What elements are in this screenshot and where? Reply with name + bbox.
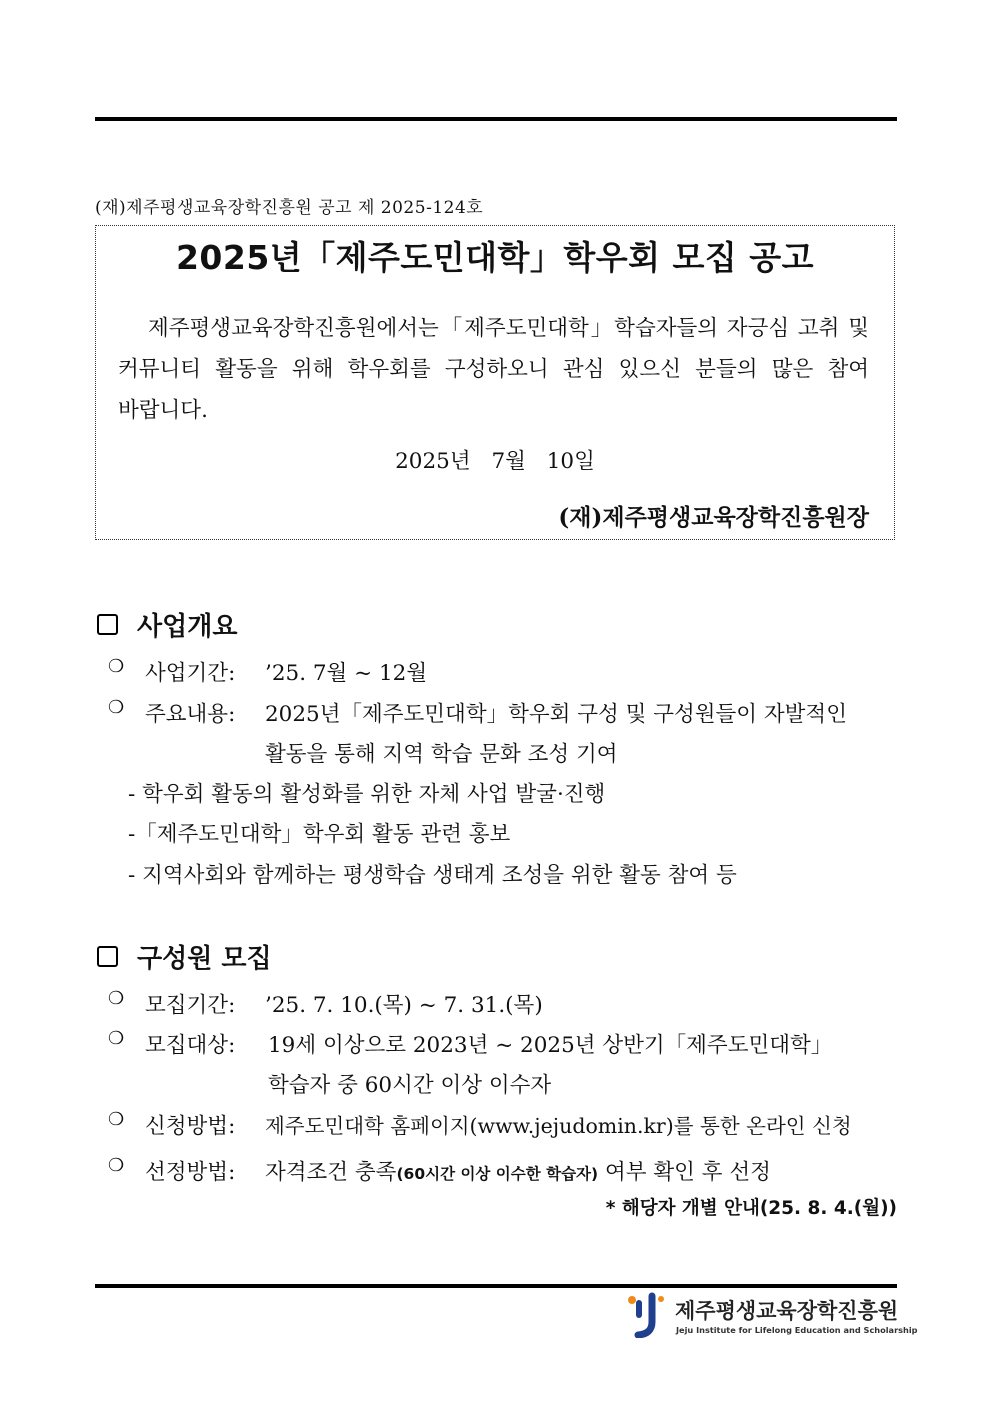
organization-logo-icon	[626, 1292, 666, 1338]
item-value: ’25. 7. 10.(목) ~ 7. 31.(목)	[265, 993, 543, 1018]
sub-item: - 학우회 활동의 활성화를 위한 자체 사업 발굴·진행	[128, 782, 606, 807]
notification-note: * 해당자 개별 안내(25. 8. 4.(월))	[605, 1198, 897, 1219]
circle-bullet-icon: ❍	[108, 988, 125, 1009]
notice-body: 제주평생교육장학진흥원에서는「제주도민대학」학습자들의 자긍심 고취 및 커뮤니티 활동을 위해 학우회를 구성하오니 관심 있으신 분들의 많은 참여 바랍니다.	[118, 316, 869, 423]
section-title: 구성원 모집	[137, 944, 272, 974]
notice-date: 2025년 7월 10일	[395, 449, 595, 474]
item-value: 제주도민대학 홈페이지(www.jejudomin.kr)를 통한 온라인 신청	[265, 1114, 852, 1138]
bottom-rule	[95, 1284, 897, 1288]
item-value-continued: 학습자 중 60시간 이상 이수자	[268, 1073, 552, 1098]
item-label: 모집대상:	[145, 1033, 236, 1058]
item-label: 선정방법:	[145, 1160, 236, 1185]
top-rule	[95, 117, 897, 121]
notice-issuer: (재)제주평생교육장학진흥원장	[558, 504, 869, 531]
sub-item: - 지역사회와 함께하는 평생학습 생태계 조성을 위한 활동 참여 등	[128, 863, 737, 888]
item-value: 2025년「제주도민대학」학우회 구성 및 구성원들이 자발적인	[265, 702, 847, 727]
section-heading-recruitment	[97, 938, 272, 975]
organization-name-english: Jeju Institute for Lifelong Education and Scholarship	[676, 1325, 918, 1335]
selection-criteria: 자격조건 충족	[265, 1160, 397, 1185]
selection-criteria-tail: 여부 확인 후 선정	[604, 1160, 771, 1185]
section-heading-overview	[97, 606, 237, 643]
item-value	[265, 1155, 771, 1186]
circle-bullet-icon: ❍	[108, 1109, 125, 1130]
section-title: 사업개요	[137, 612, 238, 642]
circle-bullet-icon: ❍	[108, 697, 125, 718]
notice-title: 2025년「제주도민대학」학우회 모집 공고	[175, 238, 815, 277]
notice-number: (재)제주평생교육장학진흥원 공고 제 2025-124호	[95, 198, 484, 218]
notice-box	[95, 225, 895, 540]
sub-item: -「제주도민대학」학우회 활동 관련 홍보	[128, 822, 511, 847]
item-value: ’25. 7월 ~ 12월	[265, 661, 428, 686]
circle-bullet-icon: ❍	[108, 656, 125, 677]
item-label: 주요내용:	[145, 702, 236, 727]
square-bullet-icon	[97, 614, 118, 635]
organization-name: 제주평생교육장학진흥원	[675, 1299, 899, 1323]
selection-criteria-detail: (60시간 이상 이수한 학습자)	[396, 1165, 599, 1183]
circle-bullet-icon: ❍	[108, 1155, 125, 1176]
square-bullet-icon	[97, 946, 118, 967]
item-label: 사업기간:	[145, 661, 236, 686]
item-label: 모집기간:	[145, 993, 236, 1018]
circle-bullet-icon: ❍	[108, 1028, 125, 1049]
item-value: 19세 이상으로 2023년 ~ 2025년 상반기「제주도민대학」	[268, 1033, 833, 1058]
item-value-continued: 활동을 통해 지역 학습 문화 조성 기여	[265, 742, 618, 767]
item-label: 신청방법:	[145, 1114, 236, 1139]
